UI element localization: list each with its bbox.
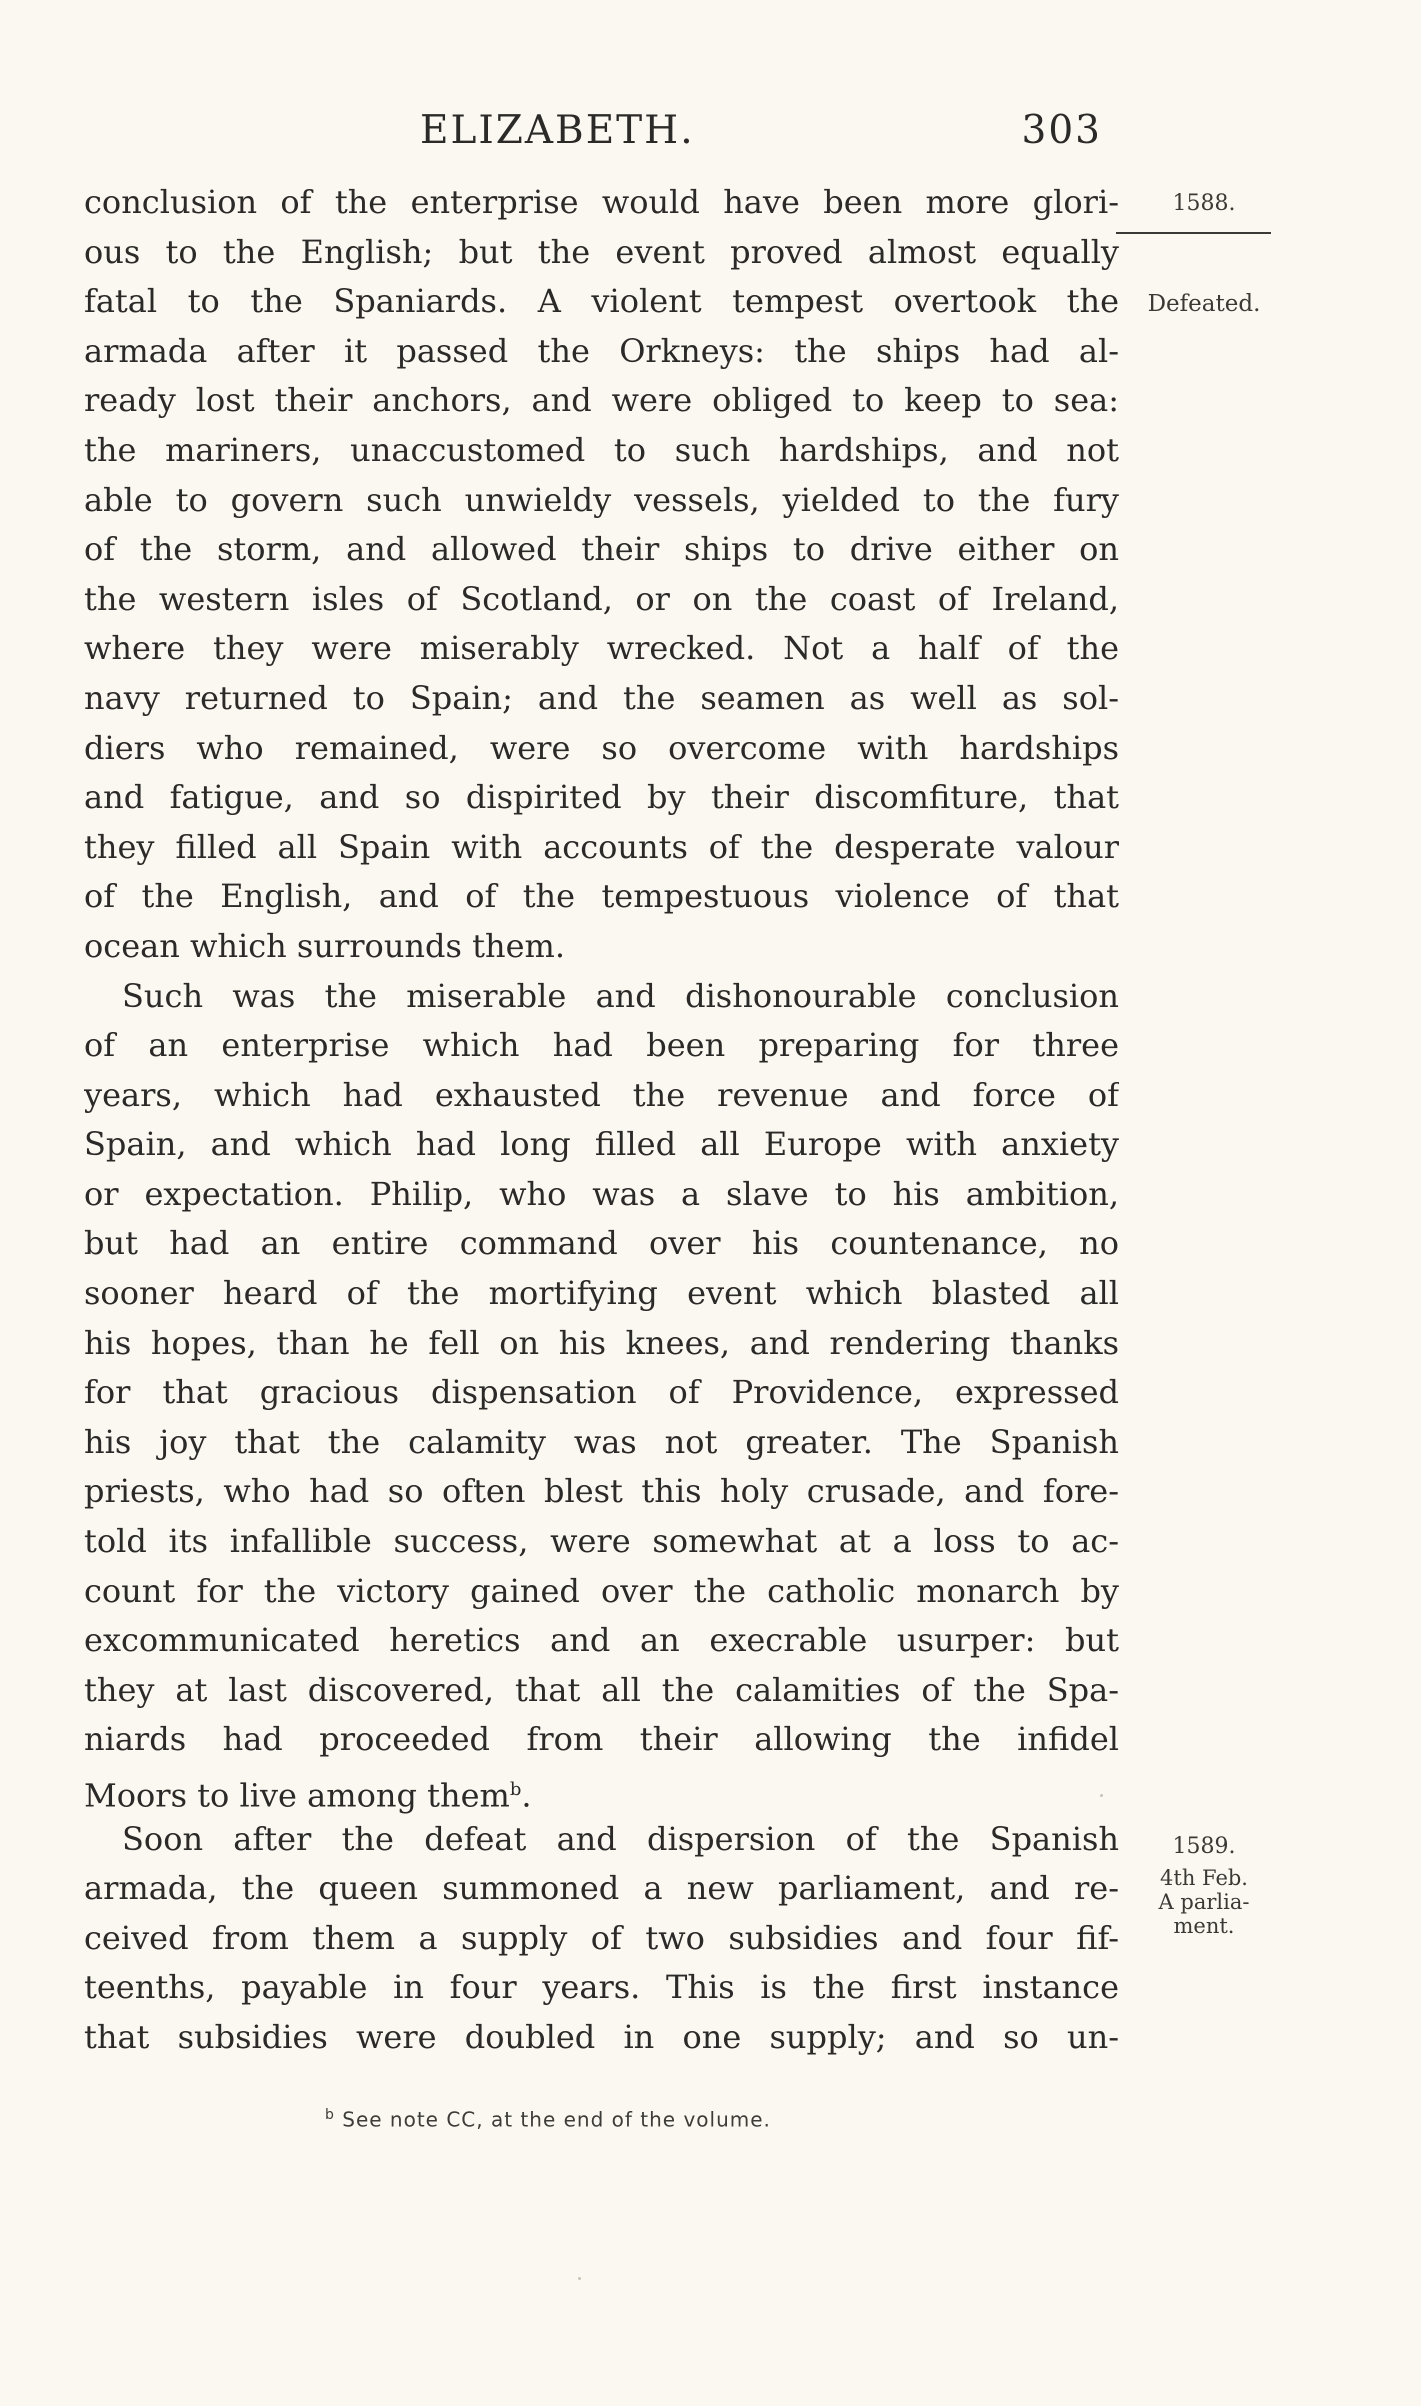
text-line: Spain, and which had long filled all Europe with anxiety xyxy=(84,1125,1119,1164)
margin-parl-line-2: ment. xyxy=(1173,1914,1235,1938)
text-line: fatal to the Spaniards. A violent tempest overtook the xyxy=(84,282,1119,321)
text-line: teenths, payable in four years. This is the first instance xyxy=(84,1968,1119,2007)
text-line: they filled all Spain with accounts of the desperate valour xyxy=(84,827,1119,866)
text-line: they at last discovered, that all the calamities of the Spa- xyxy=(84,1670,1119,1709)
footnote xyxy=(325,2107,1025,2132)
text-line: years, which had exhausted the revenue and force of xyxy=(84,1075,1119,1114)
text-line: or expectation. Philip, who was a slave to his ambition, xyxy=(84,1174,1119,1213)
text-line: Soon after the defeat and dispersion of the Spanish xyxy=(122,1819,1119,1858)
running-header xyxy=(420,108,1120,168)
text-line-content: Moors to live among them xyxy=(84,1776,510,1815)
text-line: ous to the English; but the event proved almost equally xyxy=(84,232,1119,271)
margin-year-1588: 1588. xyxy=(1172,191,1236,216)
text-line: armada after it passed the Orkneys: the ships had al- xyxy=(84,331,1119,370)
margin-parl-line-1: A parlia- xyxy=(1158,1890,1250,1914)
page-number: 303 xyxy=(1021,108,1102,153)
text-line: diers who remained, were so overcome with hardships xyxy=(84,728,1119,767)
paper-speck xyxy=(1100,1794,1103,1797)
text-line: but had an entire command over his countenance, no xyxy=(84,1224,1119,1263)
text-line: of an enterprise which had been preparing for three xyxy=(84,1026,1119,1065)
margin-note-parliament xyxy=(1129,1866,1279,1938)
text-line: count for the victory gained over the catholic monarch by xyxy=(84,1571,1119,1610)
text-line: ceived from them a supply of two subsidies and four fif- xyxy=(84,1918,1119,1957)
page-title: ELIZABETH. xyxy=(420,108,695,153)
margin-date: 4th Feb. xyxy=(1160,1866,1248,1890)
footnote-marker: b xyxy=(325,2107,335,2123)
text-line: excommunicated heretics and an execrable usurper: but xyxy=(84,1621,1119,1660)
text-line: armada, the queen summoned a new parliament, and re- xyxy=(84,1869,1119,1908)
text-line: his joy that the calamity was not greater. The Spanish xyxy=(84,1422,1119,1461)
text-line: of the English, and of the tempestuous violence of that xyxy=(84,877,1119,916)
text-line: of the storm, and allowed their ships to drive either on xyxy=(84,530,1119,569)
text-line: the mariners, unaccustomed to such hardships, and not xyxy=(84,430,1119,469)
margin-rule xyxy=(1116,232,1271,234)
line-end-punctuation: . xyxy=(521,1776,532,1815)
text-line: navy returned to Spain; and the seamen as well as sol- xyxy=(84,678,1119,717)
text-line: Such was the miserable and dishonourable conclusion xyxy=(122,976,1119,1015)
text-line xyxy=(84,1765,1119,1815)
body-text xyxy=(84,178,1119,2063)
text-line: and fatigue, and so dispirited by their discomfiture, that xyxy=(84,778,1119,817)
text-line: the western isles of Scotland, or on the coast of Ireland, xyxy=(84,579,1119,618)
text-line: for that gracious dispensation of Providence, expressed xyxy=(84,1373,1119,1412)
text-line: his hopes, than he fell on his knees, and rendering thanks xyxy=(84,1323,1119,1362)
text-line: conclusion of the enterprise would have been more glori- xyxy=(84,183,1119,221)
text-line: priests, who had so often blest this holy crusade, and fore- xyxy=(84,1472,1119,1511)
footnote-text: See note CC, at the end of the volume. xyxy=(342,2107,771,2132)
margin-year-1589: 1589. xyxy=(1172,1834,1236,1859)
text-line: that subsidies were doubled in one supply; and so un- xyxy=(84,2017,1119,2056)
text-line: ready lost their anchors, and were obliged to keep to sea: xyxy=(84,381,1119,420)
text-line: told its infallible success, were somewhat at a loss to ac- xyxy=(84,1522,1119,1561)
text-line: able to govern such unwieldy vessels, yielded to the fury xyxy=(84,480,1119,519)
text-line: niards had proceeded from their allowing the infidel xyxy=(84,1720,1119,1759)
footnote-reference: b xyxy=(509,1779,522,1800)
text-line: where they were miserably wrecked. Not a half of the xyxy=(84,629,1119,668)
paper-speck xyxy=(578,2277,581,2280)
margin-note-defeated: Defeated. xyxy=(1147,291,1261,317)
text-line: ocean which surrounds them. xyxy=(84,926,566,965)
text-line: sooner heard of the mortifying event which blasted all xyxy=(84,1274,1119,1313)
